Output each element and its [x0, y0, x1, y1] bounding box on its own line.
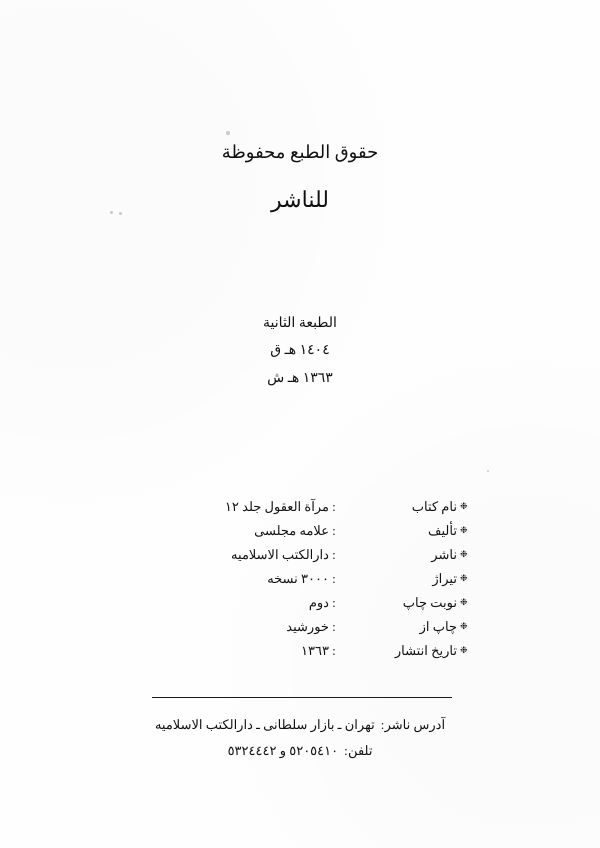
bullet-icon: ❉ — [459, 621, 468, 631]
colophon-colon: : — [332, 523, 336, 538]
colophon-colon: : — [332, 619, 336, 634]
publisher-footer — [0, 712, 600, 764]
colophon-colon: : — [332, 595, 336, 610]
colophon-colon: : — [332, 499, 336, 514]
colophon-value: دوم — [308, 595, 329, 610]
copyright-line-secondary: للناشر — [271, 187, 329, 213]
edition-line-3: ١٣٦٣ هـ ش — [267, 370, 333, 386]
colophon-row-printer — [133, 620, 468, 644]
phone-label: تلفن — [348, 743, 373, 758]
colophon-label: ناشر — [431, 547, 457, 562]
phone-value: ٥٢٠٥٤١٠ و ٥٣٢٤٤٤٢ — [227, 743, 339, 758]
phone-colon: : — [344, 743, 349, 758]
horizontal-divider — [152, 697, 452, 698]
colophon-label: تاريخ انتشار — [394, 643, 457, 658]
colophon-row-edition-number — [133, 596, 468, 620]
colophon-colon: : — [332, 547, 336, 562]
address-colon: : — [380, 717, 385, 732]
bullet-icon: ❉ — [459, 549, 468, 559]
colophon-rows — [133, 500, 468, 668]
address-value: تهران ـ بازار سلطانى ـ دارالكتب الاسلاميه — [154, 717, 375, 732]
edition-statement — [0, 310, 600, 392]
colophon-value: علامه مجلسى — [254, 523, 329, 538]
colophon-label: تأليف — [428, 523, 457, 538]
page-speck — [226, 131, 230, 135]
colophon-row-publication-date — [133, 644, 468, 668]
bullet-icon: ❉ — [459, 501, 468, 511]
edition-line-2: ١٤٠٤ هـ ق — [270, 343, 330, 359]
colophon-value: ١٣٦٣ — [301, 643, 329, 658]
address-label: آدرس ناشر — [384, 717, 446, 732]
colophon-value: مرآة العقول جلد ١٢ — [224, 499, 329, 514]
colophon-value: دارالكتب الاسلاميه — [231, 547, 329, 562]
colophon-label: تيراژ — [432, 571, 457, 586]
publisher-address-row — [0, 712, 600, 738]
bullet-icon: ❉ — [459, 525, 468, 535]
colophon-row-author — [133, 524, 468, 548]
copyright-notice — [0, 140, 600, 213]
bullet-icon: ❉ — [459, 645, 468, 655]
colophon-colon: : — [332, 643, 336, 658]
colophon-block — [0, 500, 600, 668]
publisher-phone-row — [0, 738, 600, 764]
colophon-label: نوبت چاپ — [402, 595, 457, 610]
edition-line-1: الطبعة الثانية — [263, 316, 337, 331]
colophon-value: خورشيد — [286, 619, 329, 634]
colophon-value: ٣٠٠٠ نسخه — [267, 571, 329, 586]
copyright-line-primary: حقوق الطبع محفوظة — [221, 142, 379, 162]
colophon-row-title — [133, 500, 468, 524]
page-speck — [487, 470, 489, 472]
bullet-icon: ❉ — [459, 597, 468, 607]
colophon-colon: : — [332, 571, 336, 586]
colophon-row-print-run — [133, 572, 468, 596]
colophon-row-publisher — [133, 548, 468, 572]
colophon-label: نام كتاب — [411, 499, 457, 514]
colophon-label: چاپ از — [419, 619, 457, 634]
bullet-icon: ❉ — [459, 573, 468, 583]
